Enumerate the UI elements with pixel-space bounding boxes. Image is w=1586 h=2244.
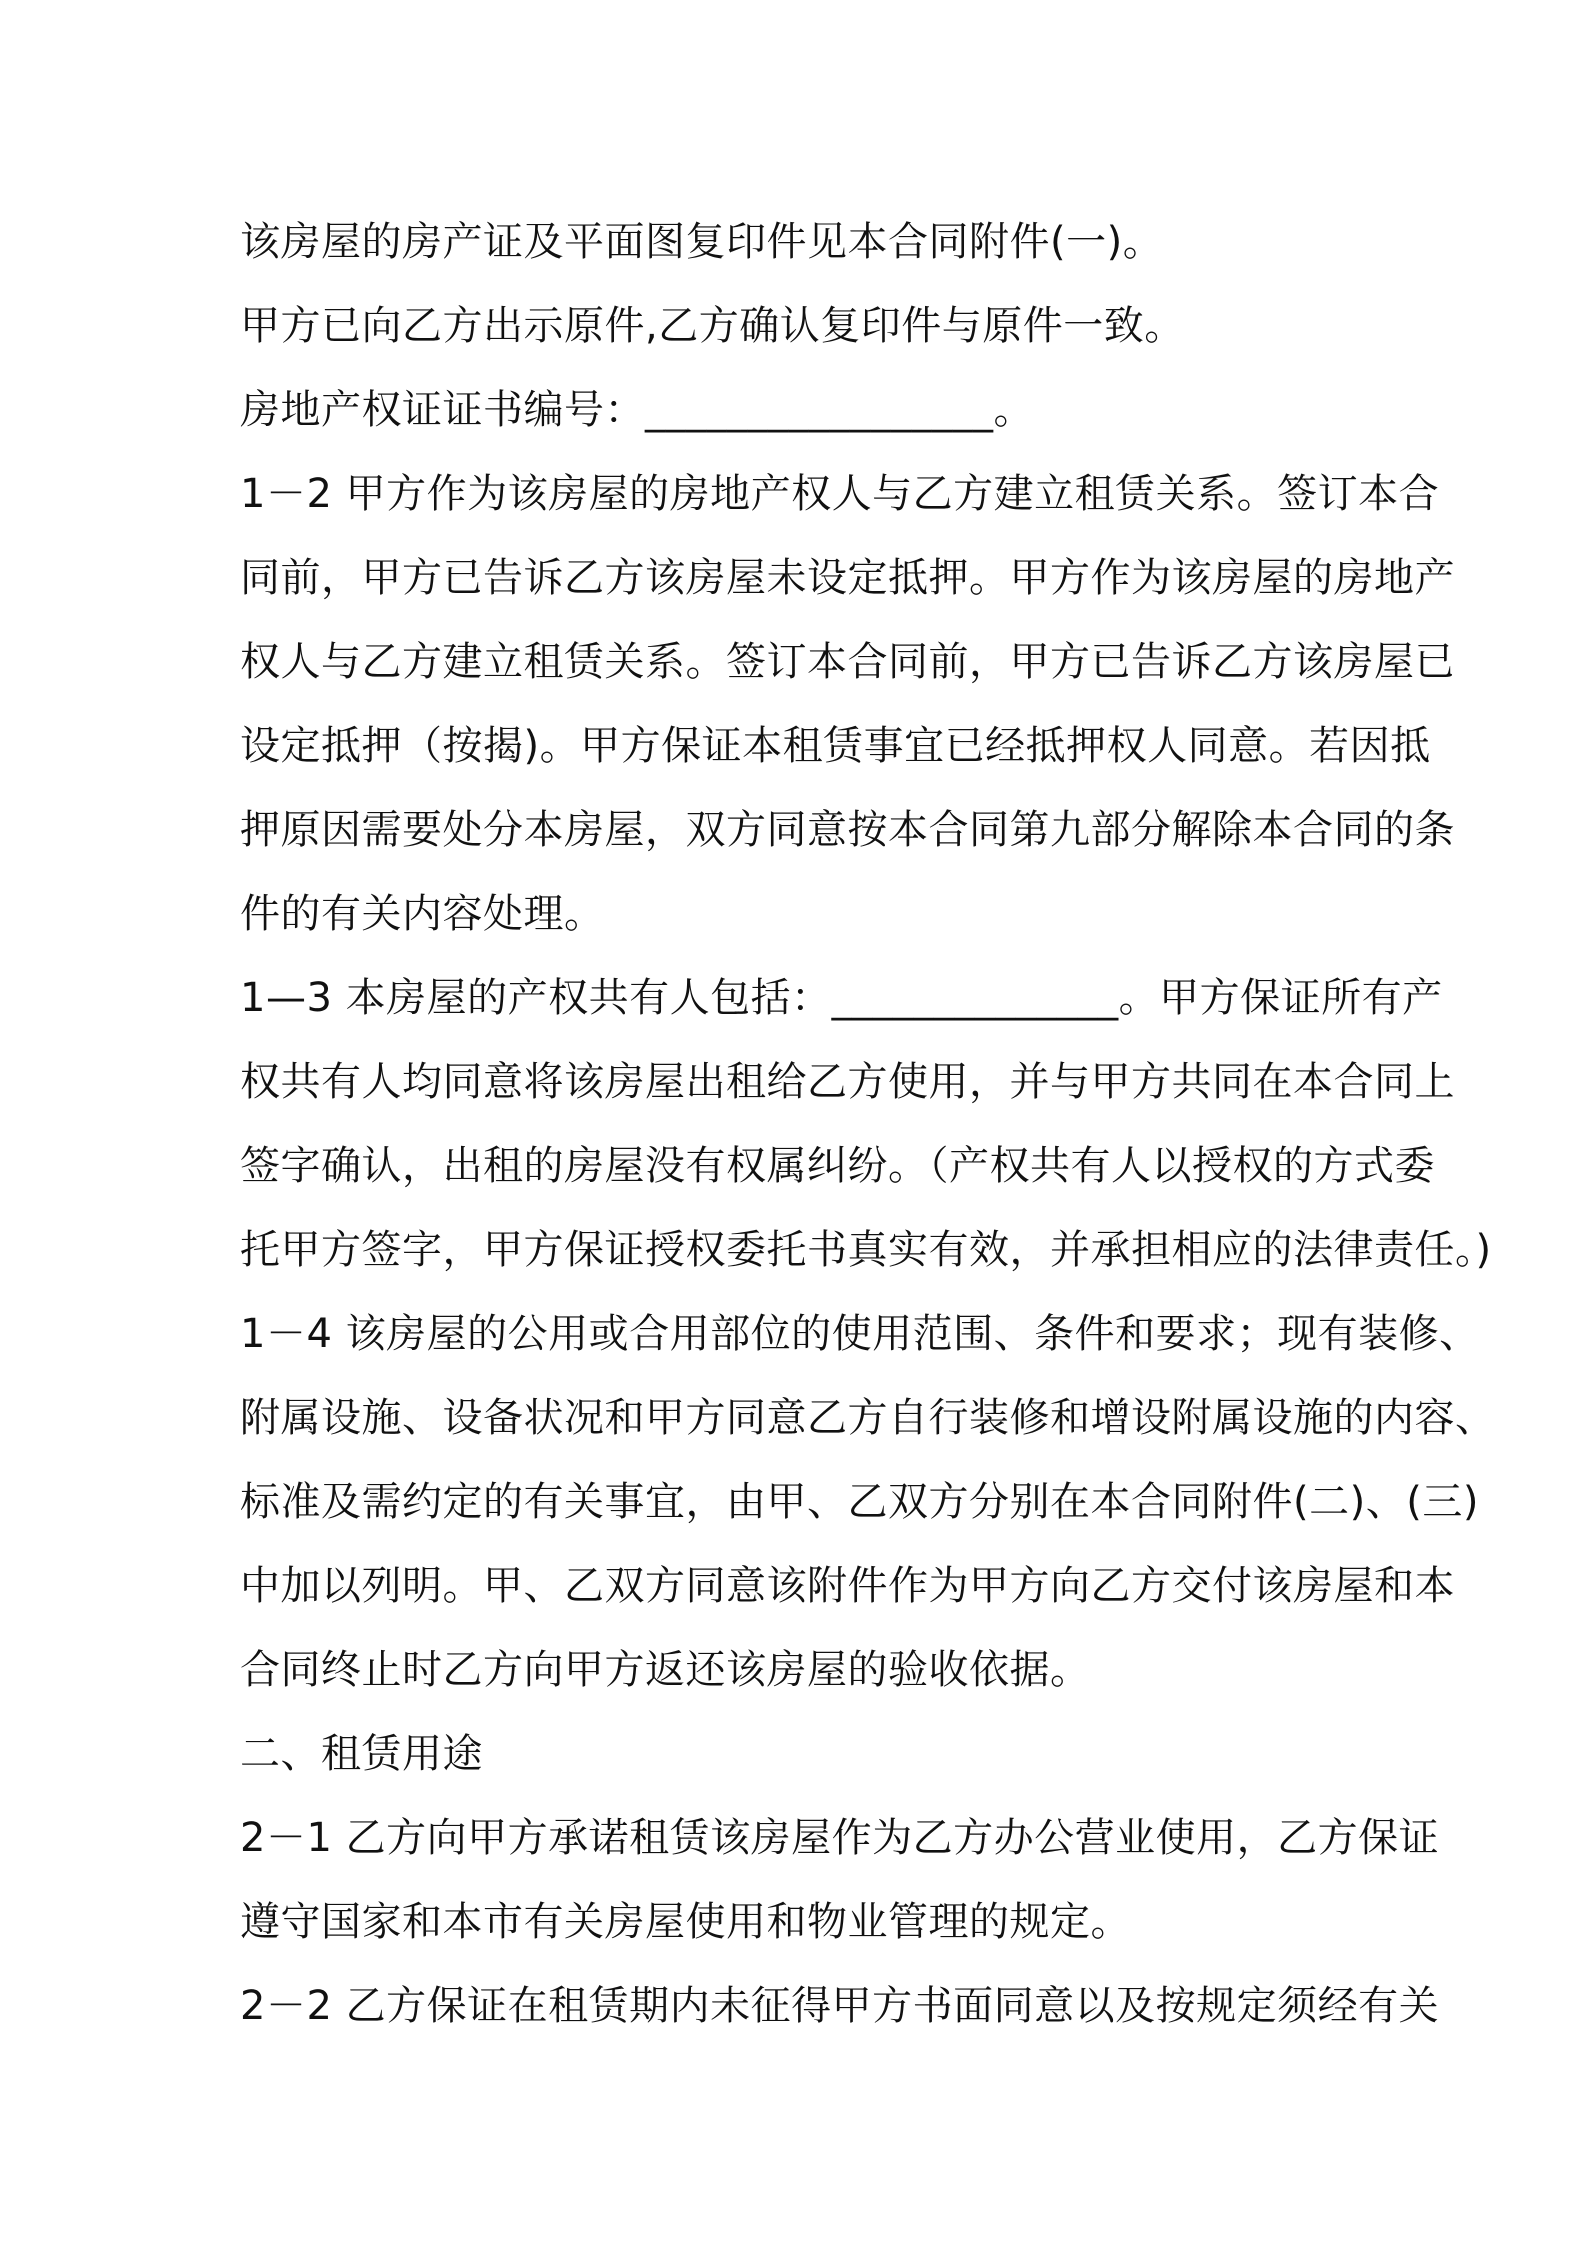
text-line: 签字确认，出租的房屋没有权属纠纷。（产权共有人以授权的方式委 (240, 1143, 1435, 1189)
text-line: 托甲方签字，甲方保证授权委托书真实有效，并承担相应的法律责任。) (240, 1227, 1492, 1273)
text-line: 附属设施、设备状况和甲方同意乙方自行装修和增设附属设施的内容、 (240, 1395, 1496, 1441)
text-line: 件的有关内容处理。 (240, 891, 605, 937)
text-line: 甲方已向乙方出示原件,乙方确认复印件与原件一致。 (240, 303, 1185, 349)
text-line: 2－2 乙方保证在租赁期内未征得甲方书面同意以及按规定须经有关 (240, 1983, 1440, 2029)
text-line: 2－1 乙方向甲方承诺租赁该房屋作为乙方办公营业使用，乙方保证 (240, 1815, 1440, 1861)
text-line: 权共有人均同意将该房屋出租给乙方使用，并与甲方共同在本合同上 (240, 1059, 1455, 1105)
text-line: 该房屋的房产证及平面图复印件见本合同附件(一)。 (240, 219, 1164, 265)
text-line: 权人与乙方建立租赁关系。签订本合同前，甲方已告诉乙方该房屋已 (240, 639, 1455, 685)
text-line: 押原因需要处分本房屋，双方同意按本合同第九部分解除本合同的条 (240, 807, 1455, 853)
text-line: 1－2 甲方作为该房屋的房地产权人与乙方建立租赁关系。签订本合 (240, 471, 1440, 517)
document-page (240, 200, 1496, 2048)
text-line: 遵守国家和本市有关房屋使用和物业管理的规定。 (240, 1899, 1131, 1945)
text-line: 标准及需约定的有关事宜，由甲、乙双方分别在本合同附件(二)、(三) (240, 1479, 1479, 1525)
text-line: 房地产权证证书编号：_________________。 (240, 387, 1034, 433)
text-line: 1－4 该房屋的公用或合用部位的使用范围、条件和要求；现有装修、 (240, 1311, 1480, 1357)
text-line: 1—3 本房屋的产权共有人包括：______________。甲方保证所有产 (240, 975, 1443, 1021)
text-line: 中加以列明。甲、乙双方同意该附件作为甲方向乙方交付该房屋和本 (240, 1563, 1455, 1609)
section-heading: 二、租赁用途 (240, 1731, 483, 1777)
text-line: 设定抵押（按揭)。甲方保证本租赁事宜已经抵押权人同意。若因抵 (240, 723, 1431, 769)
text-line: 同前，甲方已告诉乙方该房屋未设定抵押。甲方作为该房屋的房地产 (240, 555, 1455, 601)
text-line: 合同终止时乙方向甲方返还该房屋的验收依据。 (240, 1647, 1091, 1693)
